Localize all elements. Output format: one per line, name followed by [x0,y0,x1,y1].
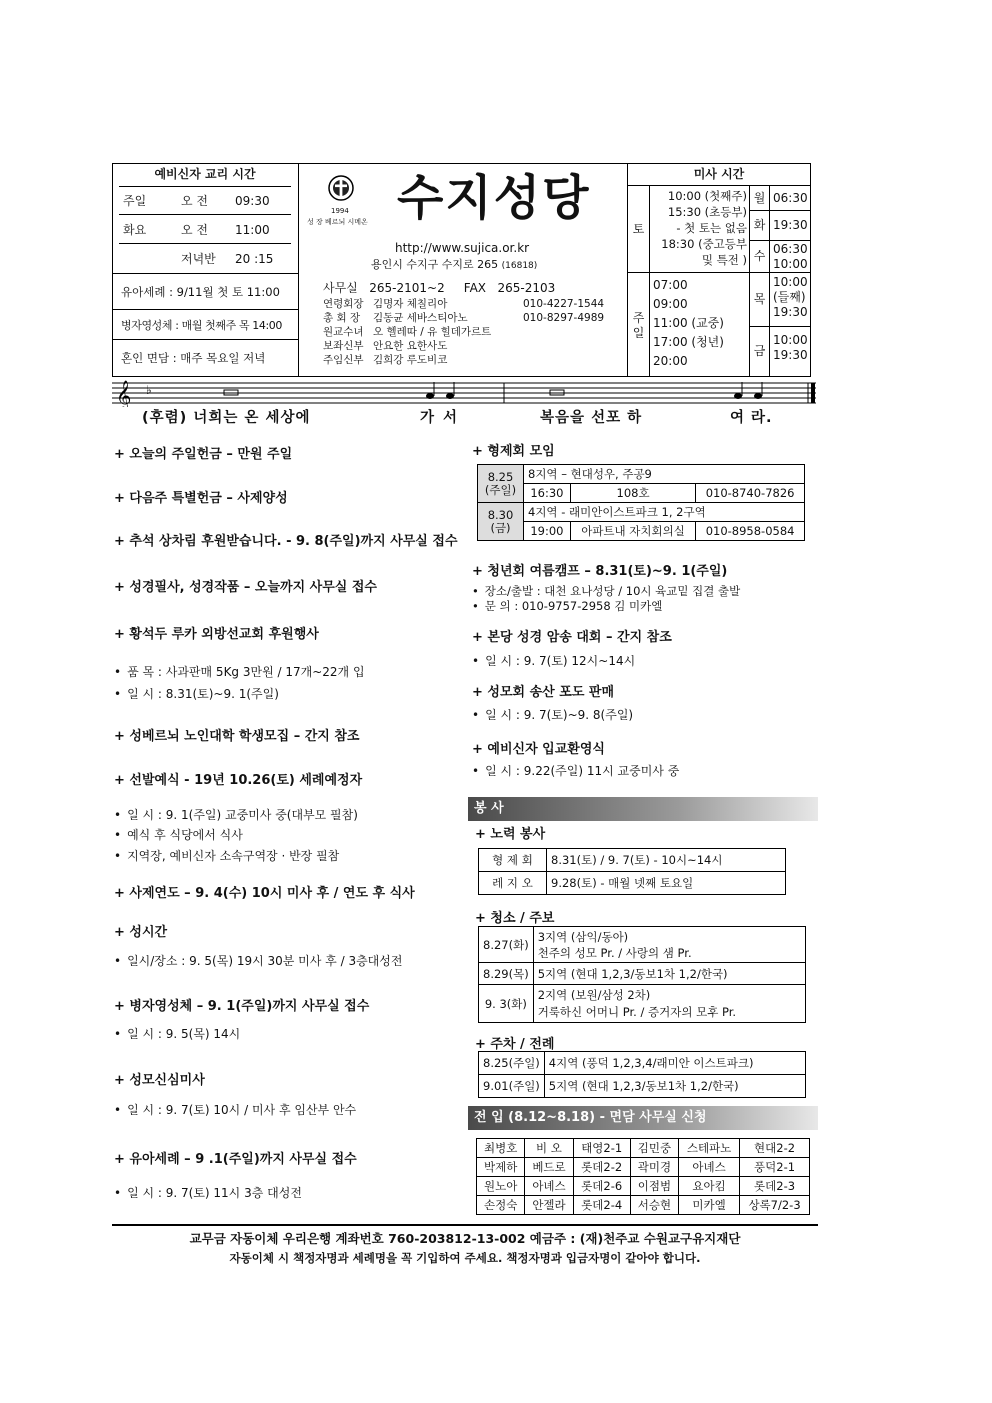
music-staff [112,379,818,407]
divider [113,309,298,310]
weekday-times: 10:00 19:30 [773,333,808,362]
parking-info: 4지역 (풍덕 1,2,3,4/래미안 이스트파크) [544,1052,805,1075]
staff-row: 보좌신부 안요한 요한사도 [323,340,448,352]
brothers-time: 19:00 [524,522,571,541]
notice-heading: + 황석두 루카 외방선교회 후원행사 [114,627,319,642]
grape-bullet: • 일 시 : 9. 7(토)~9. 8(주일) [472,706,633,723]
move-in-cell: 서승현 [630,1196,678,1215]
catechism-time: 09:30 [235,194,270,208]
divider [119,214,291,215]
weekday-label: 월 [750,186,770,210]
website-link[interactable]: http://www.sujica.or.kr [395,241,530,255]
move-in-cell: 손정숙 [477,1196,525,1215]
clean-date: 8.27(화) [479,927,534,963]
parking-date: 9.01(주일) [479,1075,545,1098]
move-in-cell: 요아킴 [679,1177,740,1196]
staff-row: 총 회 장 김동균 세바스티아노 010-8297-4989 [323,312,605,324]
office-label: 사무실 [323,281,358,295]
grape-heading: + 성모회 송산 포도 판매 [472,685,615,700]
move-in-cell: 상록7/2-3 [740,1196,810,1215]
move-in-cell: 현대2-2 [740,1139,810,1158]
brothers-time: 16:30 [524,484,571,503]
catechism-time: 11:00 [235,223,270,237]
motto-right-1: 복음을 선포 하 [540,410,643,426]
labor-group: 형 제 회 [479,849,547,872]
church-logo-icon [327,174,355,206]
notice-heading: + 유아세례 – 9 .1(주일)까지 사무실 접수 [114,1152,357,1167]
notice-bullet: • 품 목 : 사과판매 5Kg 3만원 / 17개~22개 입 [114,663,365,680]
office-number: 265-2101~2 [369,281,445,295]
move-in-cell: 미카엘 [679,1196,740,1215]
labor-info: 8.31(토) / 9. 7(토) - 10시~14시 [547,849,786,872]
brothers-area: 4지역 - 래미안이스트파크 1, 2구역 [524,503,805,522]
move-in-cell: 롯데2-6 [573,1177,630,1196]
table-row [477,1196,810,1215]
table-row [477,1139,810,1158]
clean-info: 5지역 (현대 1,2,3/동보1차 1,2/한국) [533,963,805,985]
parking-table [478,1051,806,1098]
brothers-date: 8.30 (금) [478,503,524,541]
staff-list [323,297,604,367]
footer-rule [112,1224,818,1226]
notice-bullet: • 일시/장소 : 9. 5(목) 19시 30분 미사 후 / 3층대성전 [114,952,402,969]
bible-heading: + 본당 성경 암송 대회 – 간지 참조 [472,630,672,645]
move-in-cell: 베드로 [525,1158,573,1177]
saturday-label: 토 [628,186,650,272]
notice-heading: + 선발예식 - 19년 10.26(토) 세례예정자 [114,773,363,788]
clean-date: 8.29(목) [479,963,534,985]
divider [113,273,298,274]
move-in-cell: 태영2-1 [573,1139,630,1158]
staff-row: 주임신부 김희강 루도비코 [323,354,448,366]
notice-heading: + 성경필사, 성경작품 – 오늘까지 사무실 접수 [114,580,377,595]
brothers-place: 아파트내 자치회의실 [570,522,695,541]
clean-table [478,926,806,1023]
youth-bullet: • 문 의 : 010-9757-2958 김 미카엘 [472,598,662,614]
notice-bullet: • 일 시 : 9. 7(토) 11시 3층 대성전 [114,1184,302,1201]
move-in-cell: 롯데2-2 [573,1158,630,1177]
notice-heading: + 다음주 특별헌금 – 사제양성 [114,491,288,506]
footer-account: 교무금 자동이체 우리은행 계좌번호 760-203812-13-002 예금주 : (재)천주교 수원교구유지재단 [189,1231,741,1246]
table-row [477,1177,810,1196]
notice-bullet: • 지역장, 예비신자 소속구역장 · 반장 필참 [114,847,339,864]
move-in-cell: 이점범 [630,1177,678,1196]
move-in-cell: 아녜스 [679,1158,740,1177]
weekday-label: 수 [750,240,770,272]
catechism-time: 20 :15 [235,252,274,266]
weekday-time: 06:30 [773,191,808,205]
divider [113,339,298,340]
notice-heading: + 추석 상차림 후원받습니다. - 9. 8(주일)까지 사무실 접수 [114,534,458,549]
labor-info: 9.28(토) - 매월 넷째 토요일 [547,872,786,895]
catechism-day: 화요 [123,223,147,237]
notice-heading: + 성베르뇌 노인대학 학생모집 – 간지 참조 [114,729,360,744]
footer-note: 자동이체 시 책정자명과 세례명을 꼭 기입하여 주세요. 책정자명과 입금자명이 같아야 합니다. [229,1251,701,1265]
brothers-phone: 010-8740-7826 [696,484,805,503]
clean-info: 3지역 (삼익/동아) 천주의 성모 Pr. / 사랑의 샘 Pr. [533,927,805,963]
church-name: 수지성당 [397,170,591,226]
move-in-cell: 풍덕2-1 [740,1158,810,1177]
divider [119,243,291,244]
notice-bullet: • 일 시 : 8.31(토)~9. 1(주일) [114,685,279,702]
weekday-time: 19:30 [773,218,808,232]
motto-right-2: 여 라. [730,410,773,426]
notice-bullet: • 예식 후 식당에서 식사 [114,826,243,843]
move-in-cell: 안젤라 [525,1196,573,1215]
logo-subcaption: 성 장 베르뇌 시메온 [307,218,368,226]
move-in-cell: 아녜스 [525,1177,573,1196]
clean-heading: + 청소 / 주보 [475,911,555,926]
weekday-times: 10:00 (들째) 19:30 [773,275,808,319]
mass-times-panel [627,164,810,376]
postal-code: (16818) [501,261,538,271]
catechism-ampm: 오 전 [181,194,208,208]
weekday-label: 금 [750,326,770,376]
notice-heading: + 병자영성체 – 9. 1(주일)까지 사무실 접수 [114,999,370,1014]
move-in-cell: 스테파노 [679,1139,740,1158]
parking-heading: + 주차 / 전례 [475,1037,555,1052]
catechism-ampm: 저녁반 [181,252,216,266]
notice-bullet: • 일 시 : 9. 1(주일) 교중미사 중(대부모 필참) [114,806,358,823]
parking-info: 5지역 (현대 1,2,3/동보1차 1,2/한국) [544,1075,805,1098]
notice-heading: + 사제연도 – 9. 4(수) 10시 미사 후 / 연도 후 식사 [114,886,415,901]
brothers-place: 108호 [570,484,695,503]
marriage-info: 혼인 면담 : 매주 목요일 저녁 [121,351,266,365]
move-in-cell: 롯데2-4 [573,1196,630,1215]
move-in-cell: 롯데2-3 [740,1177,810,1196]
brothers-table [477,464,805,541]
brothers-area: 8지역 – 현대성우, 주공9 [524,465,805,484]
notice-heading: + 오늘의 주일헌금 – 만원 주일 [114,447,293,462]
labor-group: 레 지 오 [479,872,547,895]
sunday-label: 주일 [628,272,650,376]
move-in-cell: 김민중 [630,1139,678,1158]
parking-date: 8.25(주일) [479,1052,545,1075]
youth-bullet: • 장소/출발 : 대천 요나성당 / 10시 육교밑 집결 출발 [472,583,740,599]
svg-text:𝄞: 𝄞 [116,381,132,407]
labor-heading: + 노력 봉사 [475,827,546,842]
move-in-table [476,1138,810,1215]
table-row [477,1158,810,1177]
move-in-cell: 원노아 [477,1177,525,1196]
weekday-label: 목 [750,272,770,326]
address [371,258,537,273]
staff-row: 원교수녀 오 헬레따 / 유 힐데가르트 [323,326,492,338]
address-text: 용인시 수지구 수지로 265 [371,258,499,271]
catechism-ampm: 오 전 [181,223,208,237]
weekday-label: 화 [750,210,770,240]
staff-lines-icon [112,379,818,407]
catechism-title: 예비신자 교리 시간 [119,167,291,187]
brothers-heading: + 형제회 모임 [472,444,555,459]
notice-bullet: • 일 시 : 9. 5(목) 14시 [114,1025,240,1042]
bulletin-header [112,163,811,377]
logo-caption: 1994 [331,207,349,215]
youth-heading: + 청년회 여름캠프 – 8.31(토)~9. 1(주일) [472,564,728,579]
clean-date: 9. 3(화) [479,985,534,1023]
labor-table [478,848,786,895]
fax-number: 265-2103 [497,281,556,295]
move-in-cell: 비 오 [525,1139,573,1158]
saturday-times: 10:00 (첫째주) 15:30 (초등부) - 첫 토는 없음 18:30 (중고등부 및 특전 ) [650,186,750,272]
welcome-bullet: • 일 시 : 9.22(주일) 11시 교중미사 중 [472,762,679,779]
sick-communion-info: 병자영성체 : 매월 첫째주 목 14:00 [121,319,282,332]
weekday-times: 06:30 10:00 [773,242,808,271]
notice-heading: + 성시간 [114,925,168,940]
bible-bullet: • 일 시 : 9. 7(토) 12시~14시 [472,652,635,669]
welcome-heading: + 예비신자 입교환영식 [472,742,605,757]
sunday-times: 07:00 09:00 11:00 (교중) 17:00 (청년) 20:00 [650,272,750,376]
notice-heading: + 성모신심미사 [114,1073,205,1088]
infant-baptism-info: 유아세례 : 9/11월 첫 토 11:00 [121,285,280,299]
svg-text:♭: ♭ [146,383,152,397]
office-phone [323,281,555,295]
catechism-day: 주일 [123,194,147,208]
brothers-phone: 010-8958-0584 [696,522,805,541]
motto-left: (후렴) 너희는 온 세상에 [142,410,311,426]
mass-title: 미사 시간 [628,164,810,186]
move-in-cell: 곽미경 [630,1158,678,1177]
notice-bullet: • 일 시 : 9. 7(토) 10시 / 미사 후 임산부 안수 [114,1101,356,1118]
brothers-date: 8.25 (주일) [478,465,524,503]
staff-row: 연령회장 김명자 체칠리아 010-4227-1544 [323,298,605,310]
clean-info: 2지역 (보원/삼성 2차) 거룩하신 어머니 Pr. / 증거자의 모후 Pr. [533,985,805,1023]
fax-label: FAX [463,281,487,295]
catechism-panel [113,164,299,376]
move-in-cell: 박제하 [477,1158,525,1177]
motto-mid: 가 서 [420,410,460,426]
move-in-bar: 전 입 (8.12~8.18) - 면담 사무실 신청 [468,1106,818,1130]
move-in-cell: 최병호 [477,1139,525,1158]
service-bar: 봉 사 [468,797,818,821]
